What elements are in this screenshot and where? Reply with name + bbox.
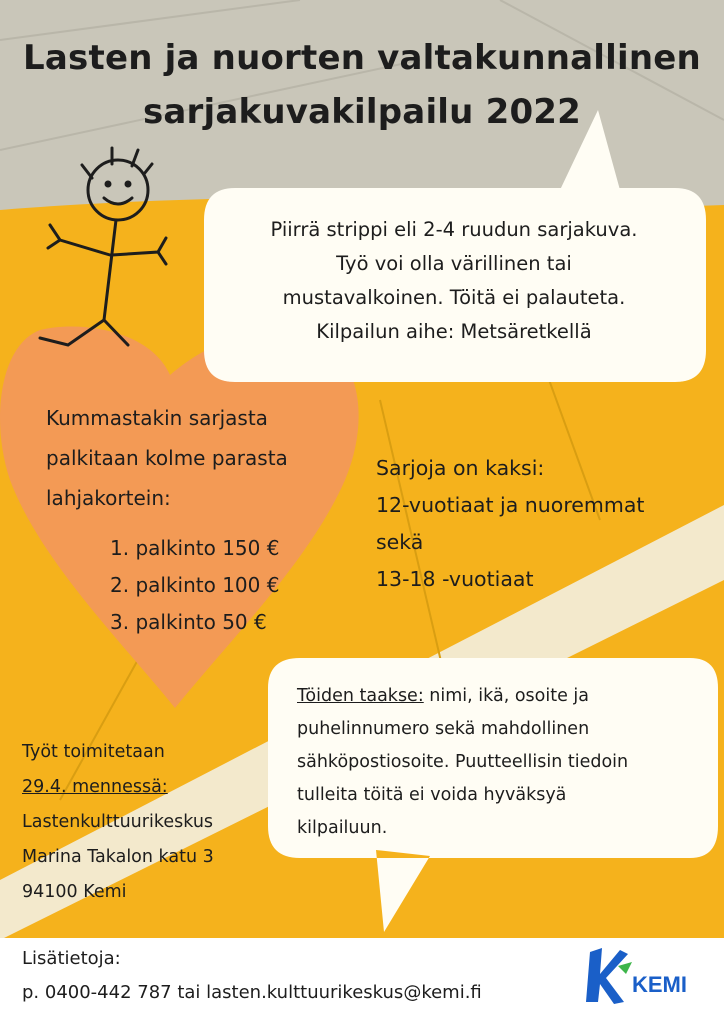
- series-line: Sarjoja on kaksi:: [376, 456, 545, 480]
- rules-text: [222, 213, 686, 349]
- rules-line: Kilpailun aihe: Metsäretkellä: [316, 320, 592, 343]
- series-line: 12-vuotiaat ja nuoremmat: [376, 493, 645, 517]
- requirements-line: sähköpostiosoite. Puutteellisin tiedoin: [297, 752, 629, 772]
- delivery-street: Marina Takalon katu 3: [22, 847, 214, 867]
- requirements-text: [297, 680, 697, 845]
- prize-item: 1. palkinto 150 €: [110, 536, 280, 560]
- requirements-line: puhelinnumero sekä mahdollinen: [297, 719, 590, 739]
- prizes-intro: [46, 398, 336, 518]
- prizes-list: [110, 530, 340, 641]
- delivery-city: 94100 Kemi: [22, 882, 127, 902]
- prizes-intro-line: Kummastakin sarjasta: [46, 406, 268, 430]
- rules-line: Piirrä strippi eli 2-4 ruudun sarjakuva.: [270, 218, 638, 241]
- prizes-intro-line: lahjakortein:: [46, 486, 171, 510]
- title-line-2: sarjakuvakilpailu 2022: [142, 92, 582, 132]
- prize-item: 3. palkinto 50 €: [110, 610, 267, 634]
- series-line: sekä: [376, 530, 424, 554]
- delivery-deadline: 29.4. mennessä:: [22, 777, 168, 797]
- requirements-label: Töiden taakse:: [297, 686, 424, 706]
- title-line-1: Lasten ja nuorten valtakunnallinen: [23, 38, 701, 78]
- logo-text: KEMI: [632, 972, 687, 997]
- series-line: 13-18 -vuotiaat: [376, 567, 534, 591]
- requirements-line: kilpailuun.: [297, 818, 388, 838]
- delivery-place: Lastenkulttuurikeskus: [22, 812, 214, 832]
- kemi-logo: [580, 944, 700, 1006]
- series-text: [376, 450, 706, 598]
- contact-label: Lisätietoja:: [22, 948, 121, 969]
- delivery-info: [22, 735, 282, 910]
- contact-line[interactable]: p. 0400-442 787 tai lasten.kulttuurikeskus@kemi.fi: [22, 982, 482, 1003]
- requirements-line: tulleita töitä ei voida hyväksyä: [297, 785, 567, 805]
- delivery-line: Työt toimitetaan: [22, 742, 165, 762]
- stick-figure-illustration: [20, 140, 200, 350]
- prizes-intro-line: palkitaan kolme parasta: [46, 446, 288, 470]
- rules-line: mustavalkoinen. Töitä ei palauteta.: [282, 286, 626, 309]
- prize-item: 2. palkinto 100 €: [110, 573, 280, 597]
- requirements-line: nimi, ikä, osoite ja: [423, 686, 589, 706]
- rules-line: Työ voi olla värillinen tai: [336, 252, 572, 275]
- contact-info: [22, 942, 482, 1010]
